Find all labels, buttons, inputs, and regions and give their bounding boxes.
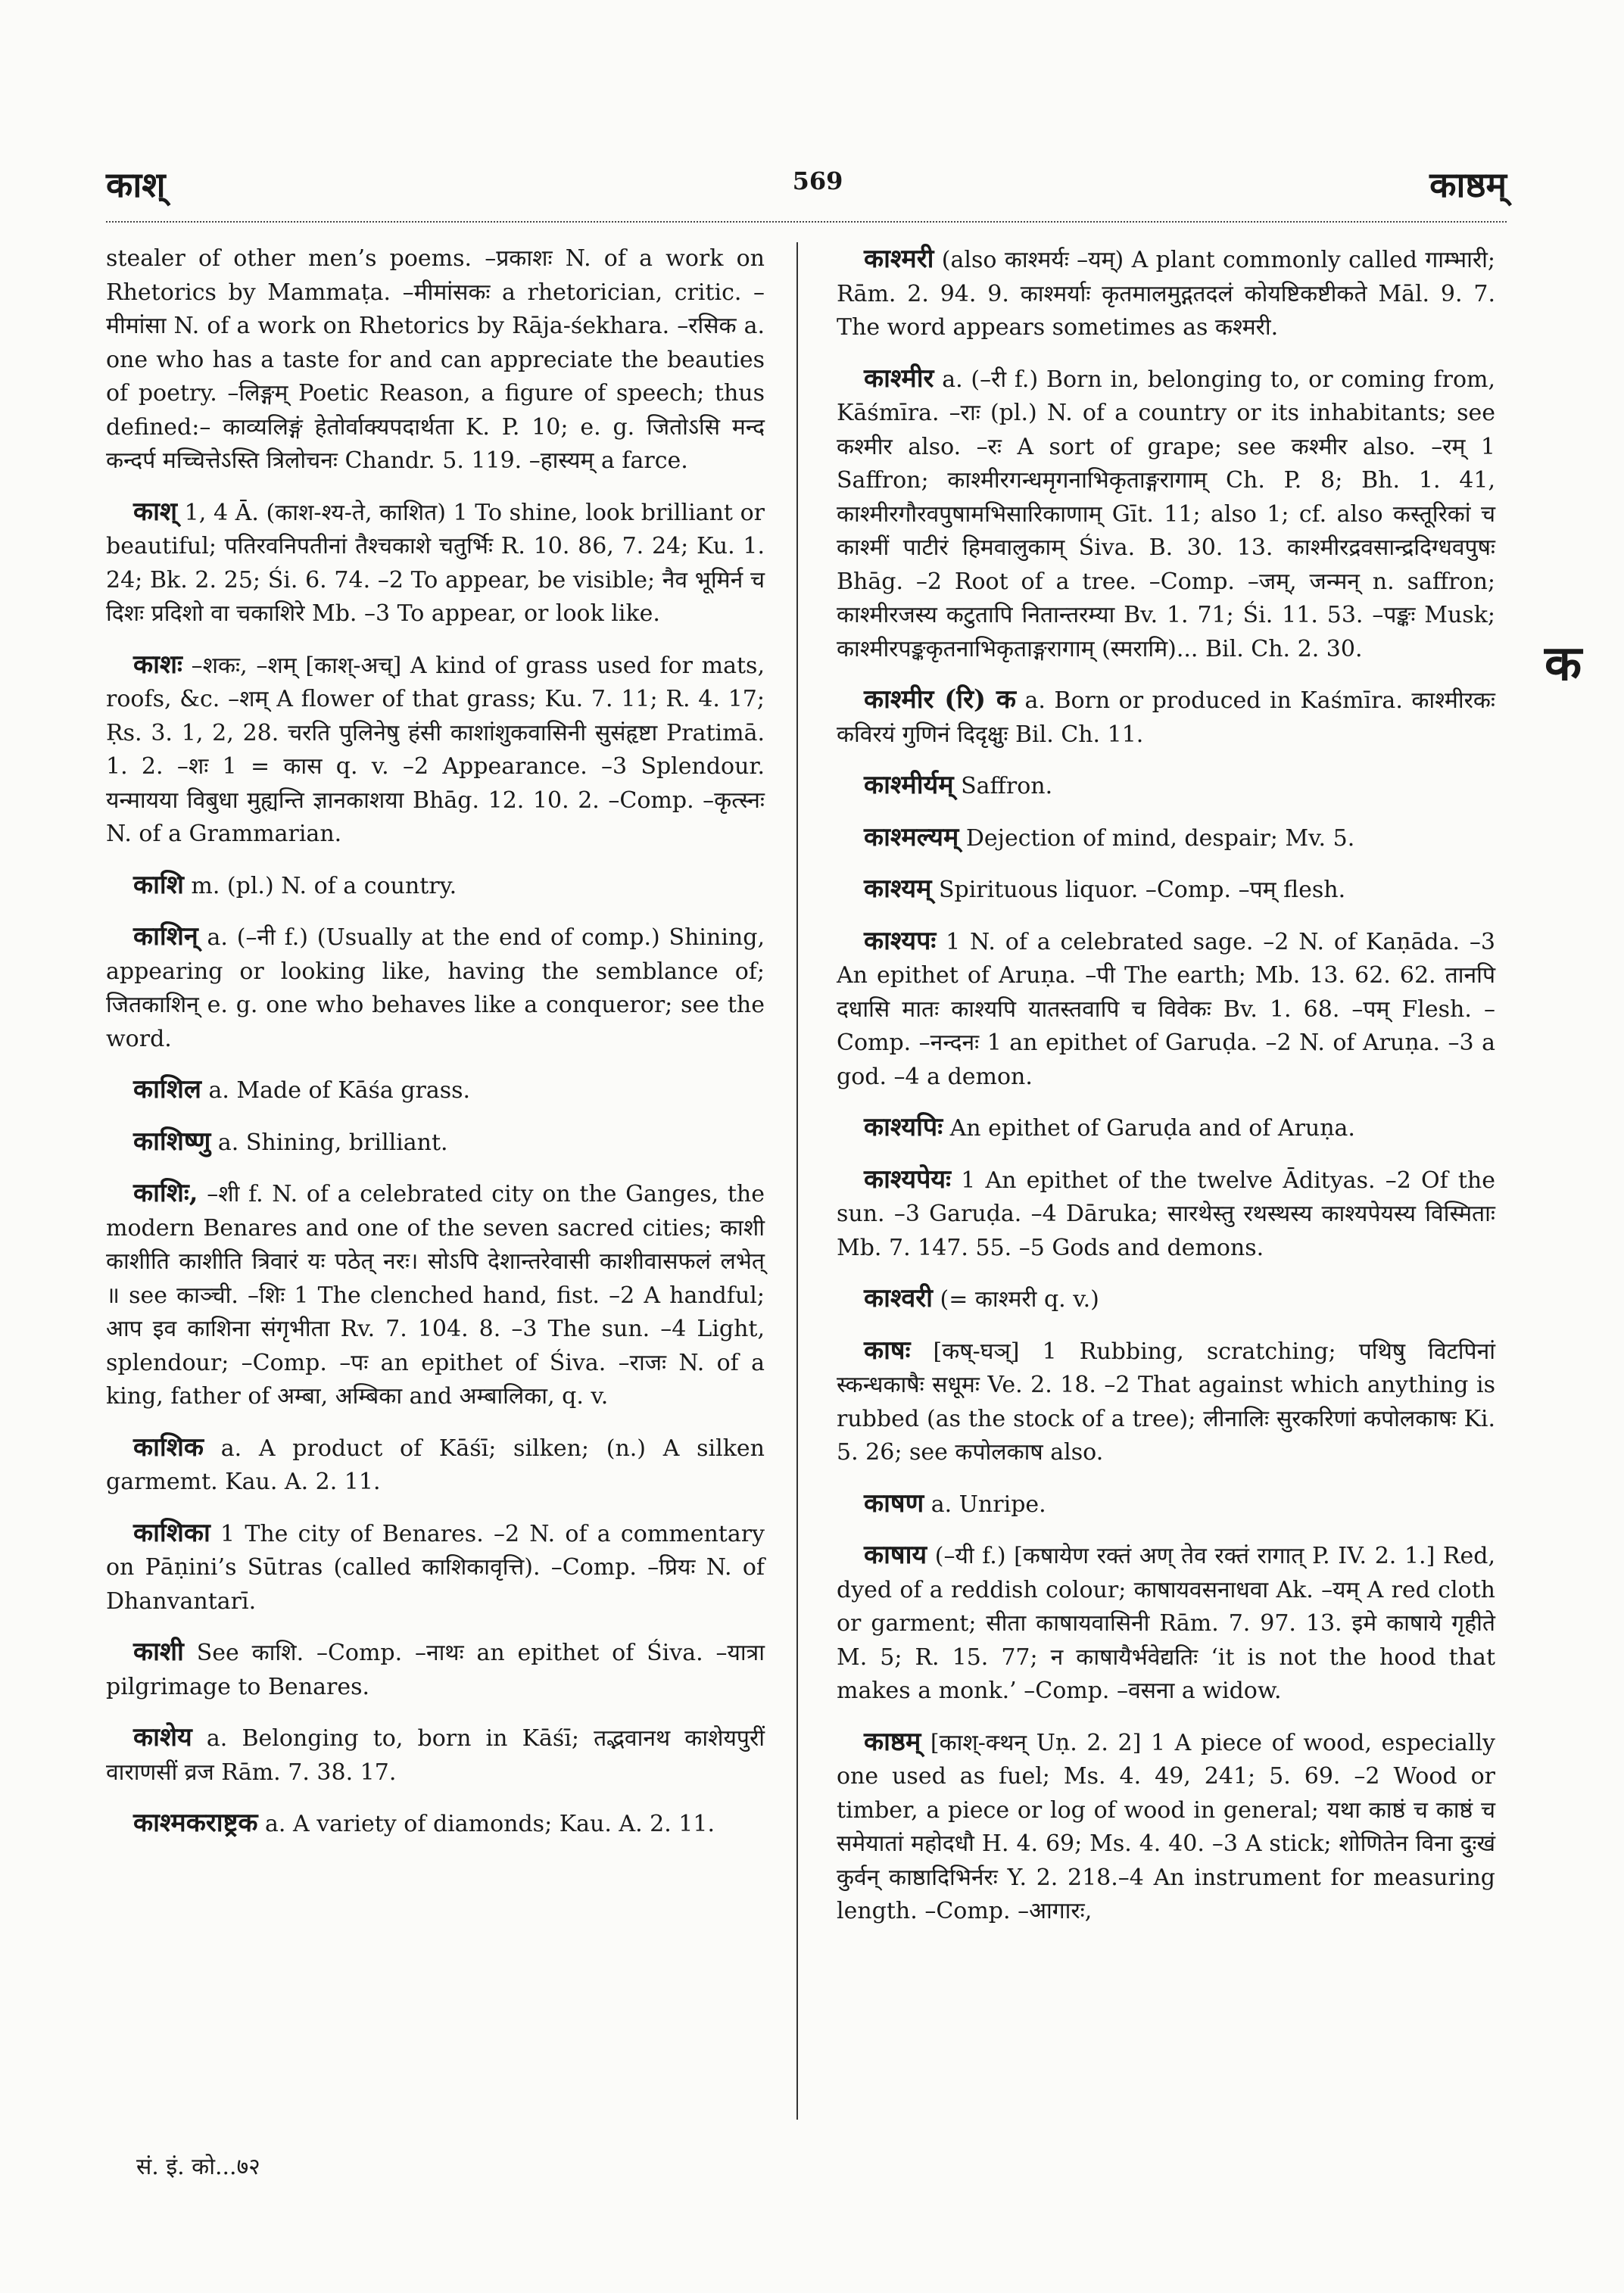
entry-definition: Dejection of mind, despair; Mv. 5. [959, 824, 1355, 852]
entry-definition: –शकः, –शम् [काश्-अच्] A kind of grass used for mats, roofs, &c. –शम् A flower of that grass; Ku. 7. 11; R. 4. 17; Ṛs. 3. 1, 2, 28. चरति पुलिनेषु हंसी काशांशुकवासिनी सुसंहृष्टा Pratimā. 1. 2. –शः 1 = कास q. v. –2 Appearance. –3 Splendour. यन्मायया वि‍बुधा मुह्यन्ति ज्ञानकाशया Bhāg. 12. 10. 2. –Comp. –कृत्स्नः N. of a Grammarian. [106, 652, 765, 847]
entry-headword: काश्मल्यम् [864, 821, 959, 852]
dictionary-entry [837, 1111, 1495, 1146]
entry-definition: 1 An epithet of the twelve Ādityas. –2 Of the sun. –3 Garuḍa. –4 Dāruka; सारथेस्तु रथस्थस्य काश्यपेयस्य विस्मिताः Mb. 7. 147. 55. –5 Gods and demons. [837, 1167, 1495, 1261]
entry-definition: a. Unripe. [924, 1491, 1046, 1518]
page-header [106, 151, 1507, 212]
entry-headword: काश्मीर (रि) क [864, 684, 1016, 715]
entry-headword: काष्ठम् [864, 1726, 921, 1757]
entry-definition: a. Belonging to, born in Kāśī; तद्भवानथ काशेयपुरीं वाराणसीं व्रज Rām. 7. 38. 17. [106, 1725, 765, 1786]
dictionary-entry [837, 1487, 1495, 1522]
entry-definition: Spirituous liquor. –Comp. –पम् flesh. [931, 877, 1346, 903]
dictionary-entry [106, 495, 765, 631]
entry-headword: काश्वरी [864, 1283, 933, 1313]
entry-definition: m. (pl.) N. of a country. [183, 872, 457, 899]
entry-headword: काशिष्णु [133, 1126, 211, 1157]
entry-headword: काश्यपः [864, 925, 937, 956]
entry-definition: stealer of other men’s poems. –प्रकाशः N. of a work on Rhetorics by Mammaṭa. –मीमांसकः a rhetorician, critic. –मीमांसा N. of a work on Rhetorics by Rāja-śekhara. –रसिक a. one who has a taste for and can appreciate the beauties of poetry. –लिङ्गम् Poetic Reason, a figure of speech; thus defined:– काव्यलिङ्गं हेतोर्वाक्यपदार्थता K. P. 10; e. g. जितोऽसि मन्द कन्दर्प मच्चित्तेऽस्ति त्रिलोचनः Chandr. 5. 119. –हास्यम् a farce. [106, 245, 765, 474]
entry-definition: 1, 4 Ā. (काश-श्य-ते, काशित) 1 To shine, look brilliant or beautiful; पतिरवनिपतीनां तैश्चकाशे चतुर्भिः R. 10. 86, 7. 24; Ku. 1. 24; Bk. 2. 25; Śi. 6. 74. –2 To appear, be visible; नैव भूमिर्न च दिशः प्रदिशो वा चकाशिरे Mb. –3 To appear, or look like. [106, 499, 765, 627]
entry-definition: a. A variety of diamonds; Kau. A. 2. 11. [257, 1811, 715, 1837]
dictionary-entry [106, 1073, 765, 1108]
dictionary-entry [837, 1538, 1495, 1709]
entry-definition: [कष्-घञ्] 1 Rubbing, scratching; पथिषु विटपिनां स्कन्धकाषैः सधूमः Ve. 2. 18. –2 That against which anything is rubbed (as the stock of a tree); लीनालिः सुरकरिणां कपोलकाषः Ki. 5. 26; see कपोलकाष also. [837, 1338, 1495, 1466]
right-running-headword: काष्ठम् [1429, 164, 1507, 205]
dictionary-entry [106, 868, 765, 904]
thumb-index-letter: क [1545, 635, 1582, 692]
dictionary-entry [106, 1431, 765, 1500]
entry-headword: काश्मकराष्ट्रक [133, 1808, 258, 1838]
entry-definition: [काश्-क्थन् Uṇ. 2. 2] 1 A piece of wood, especially one used as fuel; Ms. 4. 49, 241; 5. 69. –2 Wood or timber, a piece or log of wood in general; यथा काष्ठं च काष्ठं च समेयातां महोदधौ H. 4. 69; Ms. 4. 40. –3 A stick; शोणितेन विना दुःखं कुर्वन् काष्ठादिभिर्नरः Y. 2. 218.–4 An instrument for measuring length. –Comp. –आगारः, [837, 1729, 1495, 1924]
dictionary-entry [106, 920, 765, 1056]
entry-headword: काश्यपिः [864, 1112, 943, 1142]
entry-headword: काशी [133, 1637, 184, 1667]
entry-headword: काश्मरी [864, 244, 934, 274]
entry-headword: काश्मीर्यम् [864, 770, 954, 800]
entry-headword: काशिल [133, 1074, 201, 1104]
entry-definition: (also काश्मर्यः –यम्) A plant commonly called गाम्भारी; Rām. 2. 94. 9. काश्मर्याः कृतमालमुद्गतदलं कोयष्टिकष्टीकते Māl. 9. 7. The word appears sometimes as कश्मरी. [837, 247, 1495, 341]
header-rule [106, 221, 1507, 223]
right-column [837, 242, 1495, 1946]
entry-definition: a. Made of Kāśa grass. [201, 1077, 471, 1104]
column-divider [796, 242, 798, 2120]
left-column [106, 242, 765, 1858]
dictionary-entry [106, 1635, 765, 1704]
entry-headword: काश्मीर [864, 363, 934, 394]
entry-definition: An epithet of Garuḍa and of Aruṇa. [943, 1115, 1355, 1142]
entry-headword: काशेय [133, 1722, 192, 1752]
entry-definition: a. Shining, brilliant. [210, 1129, 448, 1156]
entry-definition: Saffron. [953, 773, 1053, 799]
left-running-headword: काश् [106, 164, 166, 205]
page-footer-signature: सं. इं. को...७२ [136, 2154, 260, 2180]
entry-headword: काषाय [864, 1540, 927, 1570]
entry-headword: काषण [864, 1488, 924, 1519]
page-number: 569 [792, 167, 843, 195]
dictionary-entry [837, 1725, 1495, 1929]
entry-headword: काशिः, [133, 1178, 198, 1208]
entry-definition: a. A product of Kāśī; silken; (n.) A silken garmemt. Kau. A. 2. 11. [106, 1435, 765, 1495]
dictionary-entry [837, 924, 1495, 1095]
entry-headword: काश्यम् [864, 874, 932, 904]
dictionary-entry [106, 1516, 765, 1619]
dictionary-entry [837, 1282, 1495, 1317]
entry-headword: काशः [133, 649, 182, 680]
dictionary-entry [837, 768, 1495, 804]
dictionary-entry [106, 1721, 765, 1790]
dictionary-entry [837, 821, 1495, 856]
entry-definition: (= काश्मरी q. v.) [932, 1286, 1099, 1313]
dictionary-entry [837, 362, 1495, 667]
entry-headword: काषः [864, 1335, 911, 1366]
dictionary-entry [106, 1806, 765, 1842]
dictionary-entry [837, 872, 1495, 908]
entry-headword: काशिक [133, 1432, 204, 1463]
dictionary-entry [837, 242, 1495, 345]
dictionary-entry [106, 242, 765, 478]
entry-definition: (–यी f.) [कषायेण रक्तं अण् तेव रक्तं रागात् P. IV. 2. 1.] Red, dyed of a reddish colour; काषायवसनाधवा Ak. –यम् A red cloth or garment; सीता काषायवासिनी Rām. 7. 97. 13. इमे काषाये गृहीते M. 5; R. 15. 77; न काषायैर्भवेद्यतिः ‘it is not the hood that makes a monk.’ –Comp. –वसना a widow. [837, 1543, 1495, 1704]
entry-headword: काश्यपेयः [864, 1164, 951, 1195]
entry-definition: a. Born or produced in Kaśmīra. काश्मीरकः कविरयं गुणिनं दिदृक्षुः Bil. Ch. 11. [837, 687, 1495, 748]
entry-definition: –शी f. N. of a celebrated city on the Ganges, the modern Benares and one of the seven sacred cities; काशी काशीति काशीति त्रिवारं यः पठेत् नरः। सोऽपि देशान्तरेवासी काशीवासफलं लभेत् ॥ see काञ्ची. –शिः 1 The clenched hand, fist. –2 A handful; आप इव काशिना संगृभीता Rv. 7. 104. 8. –3 The sun. –4 Light, splendour; –Comp. –पः an epithet of Śiva. –राजः N. of a king, father of अम्बा, अम्बिका and अम्बालिका, q. v. [106, 1181, 765, 1410]
entry-definition: a. (–री f.) Born in, belonging to, or coming from, Kāśmīra. –राः (pl.) N. of a country or its inhabitants; see कश्मीर also. –रः A sort of grape; see कश्मीर also. –रम् 1 Saffron; काश्मीरगन्धमृगनाभिकृताङ्गरागाम् Ch. P. 8; Bh. 1. 41, काश्मीरगौरवपुषामभिसारिकाणाम् Gīt. 11; also 1; cf. also कस्तूरिकां च काश्मीं पाटीरं हिमवालुकाम् Śiva. B. 30. 13. काश्मीरद्रवसान्द्रदिग्धवपुषः Bhāg. –2 Root of a tree. –Comp. –जम्, जन्मन् n. saffron; काश्मीरजस्य कटुतापि नितान्तरम्या Bv. 1. 71; Śi. 11. 53. –पङ्कः Musk; काश्मीरपङ्ककृतनाभिकृताङ्गरागाम् (स्मरामि)... Bil. Ch. 2. 30. [837, 366, 1495, 662]
entry-definition: a. (–नी f.) (Usually at the end of comp.) Shining, appearing or looking like, having the semblance of; जितकाशिन् e. g. one who behaves like a conqueror; see the word. [106, 924, 765, 1052]
dictionary-entry [106, 648, 765, 852]
entry-definition: 1 The city of Benares. –2 N. of a commentary on Pāṇini’s Sūtras (called काशिकावृत्ति). –Comp. –प्रियः N. of Dhanvantarī. [106, 1520, 765, 1615]
entry-headword: काश् [133, 496, 178, 527]
entry-headword: काशिका [133, 1517, 210, 1548]
entry-definition: See काशि. –Comp. –नाथः an epithet of Śiva. –यात्रा pilgrimage to Benares. [106, 1640, 765, 1700]
dictionary-entry [837, 683, 1495, 752]
entry-definition: 1 N. of a celebrated sage. –2 N. of Kaṇāda. –3 An epithet of Aruṇa. –पी The earth; Mb. 13. 62. 62. तानपि दधासि मातः काश्यपि यातस्तवापि च विवेकः Bv. 1. 68. –पम् Flesh. –Comp. –नन्दनः 1 an epithet of Garuḍa. –2 N. of Aruṇa. –3 a god. –4 a demon. [837, 928, 1495, 1090]
entry-headword: काशिन् [133, 921, 198, 952]
dictionary-entry [106, 1125, 765, 1161]
dictionary-entry [106, 1176, 765, 1414]
dictionary-entry [837, 1334, 1495, 1470]
dictionary-entry [837, 1163, 1495, 1266]
entry-headword: काशि [133, 869, 184, 900]
